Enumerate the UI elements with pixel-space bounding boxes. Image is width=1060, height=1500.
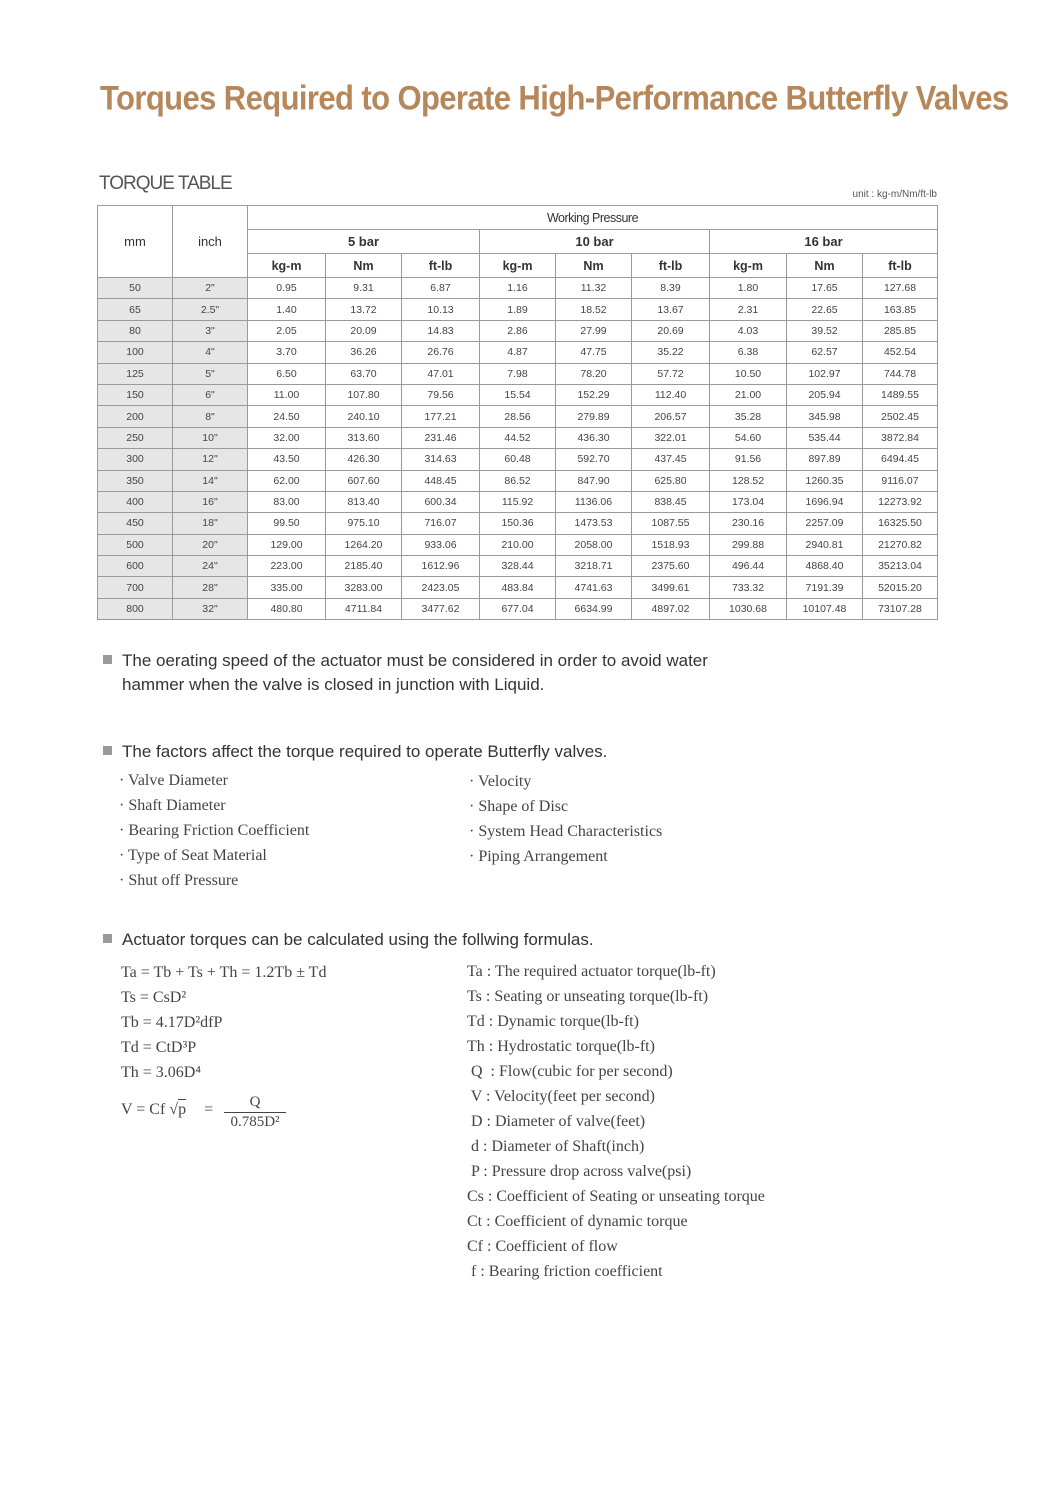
note-formulas <box>103 930 594 950</box>
cell-torque: 21270.82 <box>863 534 938 555</box>
cell-torque: 2502.45 <box>863 406 938 427</box>
cell-torque: 36.26 <box>326 342 402 363</box>
torque-table <box>97 205 938 620</box>
cell-torque: 13.67 <box>632 299 710 320</box>
cell-torque: 2185.40 <box>326 556 402 577</box>
cell-torque: 2257.09 <box>787 513 863 534</box>
table-row <box>98 513 938 534</box>
legend-item: Cs : Coefficient of Seating or unseating torque <box>467 1188 765 1205</box>
cell-torque: 9116.07 <box>863 470 938 491</box>
cell-torque: 205.94 <box>787 384 863 405</box>
cell-mm: 100 <box>98 342 173 363</box>
cell-torque: 2.31 <box>710 299 787 320</box>
cell-torque: 57.72 <box>632 363 710 384</box>
cell-torque: 1612.96 <box>402 556 480 577</box>
cell-inch: 2" <box>173 278 248 299</box>
cell-torque: 322.01 <box>632 427 710 448</box>
cell-mm: 400 <box>98 491 173 512</box>
cell-torque: 60.48 <box>480 449 556 470</box>
cell-torque: 3283.00 <box>326 577 402 598</box>
legend-item: V : Velocity(feet per second) <box>467 1088 655 1105</box>
note-line: The oerating speed of the actuator must be considered in order to avoid water <box>122 651 708 670</box>
cell-torque: 39.52 <box>787 320 863 341</box>
legend-item: Ct : Coefficient of dynamic torque <box>467 1213 688 1230</box>
cell-mm: 500 <box>98 534 173 555</box>
cell-torque: 4.03 <box>710 320 787 341</box>
cell-torque: 716.07 <box>402 513 480 534</box>
legend-item: Ta : The required actuator torque(lb-ft) <box>467 963 716 980</box>
cell-mm: 65 <box>98 299 173 320</box>
cell-torque: 35.22 <box>632 342 710 363</box>
cell-torque: 20.09 <box>326 320 402 341</box>
cell-torque: 345.98 <box>787 406 863 427</box>
table-row <box>98 384 938 405</box>
note-factors <box>103 742 607 762</box>
cell-torque: 9.31 <box>326 278 402 299</box>
cell-torque: 44.52 <box>480 427 556 448</box>
cell-torque: 20.69 <box>632 320 710 341</box>
factor-item: · Piping Arrangement <box>469 848 608 865</box>
legend-item: Ts : Seating or unseating torque(lb-ft) <box>467 988 709 1005</box>
cell-torque: 4897.02 <box>632 598 710 619</box>
page-title: Torques Required to Operate High-Performance Butterfly Valves <box>100 78 1009 118</box>
cell-mm: 200 <box>98 406 173 427</box>
cell-torque: 1087.55 <box>632 513 710 534</box>
factor-item: · Type of Seat Material <box>119 847 267 864</box>
cell-torque: 2940.81 <box>787 534 863 555</box>
factor-item: · Valve Diameter <box>119 772 228 789</box>
cell-torque: 47.01 <box>402 363 480 384</box>
cell-torque: 480.80 <box>248 598 326 619</box>
cell-torque: 24.50 <box>248 406 326 427</box>
header-inch: inch <box>173 206 248 278</box>
cell-inch: 18" <box>173 513 248 534</box>
table-row <box>98 556 938 577</box>
square-bullet-icon <box>103 655 112 664</box>
formula-line: Tb = 4.17D²dfP <box>121 1014 223 1031</box>
cell-torque: 79.56 <box>402 384 480 405</box>
header-unit: kg-m <box>710 254 787 278</box>
cell-torque: 35.28 <box>710 406 787 427</box>
table-row <box>98 470 938 491</box>
cell-torque: 21.00 <box>710 384 787 405</box>
cell-torque: 600.34 <box>402 491 480 512</box>
cell-torque: 6.38 <box>710 342 787 363</box>
cell-torque: 3477.62 <box>402 598 480 619</box>
cell-torque: 91.56 <box>710 449 787 470</box>
formula-line: Ts = CsD² <box>121 989 187 1006</box>
cell-torque: 1518.93 <box>632 534 710 555</box>
cell-torque: 1.89 <box>480 299 556 320</box>
cell-torque: 1.16 <box>480 278 556 299</box>
cell-torque: 62.00 <box>248 470 326 491</box>
cell-torque: 86.52 <box>480 470 556 491</box>
cell-torque: 10107.48 <box>787 598 863 619</box>
factor-item: · Bearing Friction Coefficient <box>119 822 310 839</box>
cell-torque: 592.70 <box>556 449 632 470</box>
cell-torque: 1.40 <box>248 299 326 320</box>
cell-mm: 300 <box>98 449 173 470</box>
cell-torque: 4741.63 <box>556 577 632 598</box>
legend-item: Q : Flow(cubic for per second) <box>467 1063 673 1080</box>
legend-item: Cf : Coefficient of flow <box>467 1238 618 1255</box>
cell-torque: 6.50 <box>248 363 326 384</box>
table-row <box>98 278 938 299</box>
cell-torque: 285.85 <box>863 320 938 341</box>
cell-torque: 2.86 <box>480 320 556 341</box>
square-bullet-icon <box>103 934 112 943</box>
header-pressure-16bar: 16 bar <box>710 230 938 254</box>
cell-torque: 152.29 <box>556 384 632 405</box>
cell-torque: 230.16 <box>710 513 787 534</box>
cell-inch: 5" <box>173 363 248 384</box>
cell-torque: 1260.35 <box>787 470 863 491</box>
table-row <box>98 598 938 619</box>
velocity-lhs: V = Cf <box>121 1101 166 1118</box>
cell-torque: 32.00 <box>248 427 326 448</box>
cell-torque: 52015.20 <box>863 577 938 598</box>
legend-item: d : Diameter of Shaft(inch) <box>467 1138 645 1155</box>
cell-torque: 4.87 <box>480 342 556 363</box>
cell-inch: 4" <box>173 342 248 363</box>
cell-torque: 1030.68 <box>710 598 787 619</box>
cell-torque: 2423.05 <box>402 577 480 598</box>
cell-torque: 54.60 <box>710 427 787 448</box>
cell-torque: 496.44 <box>710 556 787 577</box>
table-row <box>98 577 938 598</box>
header-unit: ft-lb <box>632 254 710 278</box>
cell-torque: 173.04 <box>710 491 787 512</box>
cell-torque: 4868.40 <box>787 556 863 577</box>
factor-item: · Velocity <box>469 773 532 790</box>
legend-item: Th : Hydrostatic torque(lb-ft) <box>467 1038 655 1055</box>
cell-torque: 733.32 <box>710 577 787 598</box>
cell-mm: 50 <box>98 278 173 299</box>
cell-torque: 328.44 <box>480 556 556 577</box>
cell-mm: 80 <box>98 320 173 341</box>
cell-torque: 1473.53 <box>556 513 632 534</box>
cell-torque: 28.56 <box>480 406 556 427</box>
cell-torque: 210.00 <box>480 534 556 555</box>
cell-mm: 450 <box>98 513 173 534</box>
header-unit: ft-lb <box>863 254 938 278</box>
cell-inch: 8" <box>173 406 248 427</box>
unit-note: unit : kg-m/Nm/ft-lb <box>852 189 937 200</box>
cell-torque: 26.76 <box>402 342 480 363</box>
cell-torque: 112.40 <box>632 384 710 405</box>
cell-torque: 22.65 <box>787 299 863 320</box>
cell-torque: 11.00 <box>248 384 326 405</box>
cell-torque: 7191.39 <box>787 577 863 598</box>
cell-torque: 4711.84 <box>326 598 402 619</box>
cell-torque: 1.80 <box>710 278 787 299</box>
torque-table-heading: TORQUE TABLE <box>99 173 232 194</box>
table-row <box>98 299 938 320</box>
cell-torque: 7.98 <box>480 363 556 384</box>
cell-torque: 625.80 <box>632 470 710 491</box>
cell-torque: 897.89 <box>787 449 863 470</box>
velocity-numerator: Q <box>224 1094 286 1113</box>
cell-torque: 150.36 <box>480 513 556 534</box>
cell-torque: 240.10 <box>326 406 402 427</box>
cell-torque: 102.97 <box>787 363 863 384</box>
cell-torque: 78.20 <box>556 363 632 384</box>
factor-item: · Shut off Pressure <box>119 872 239 889</box>
cell-torque: 483.84 <box>480 577 556 598</box>
header-pressure-5bar: 5 bar <box>248 230 480 254</box>
header-unit: Nm <box>556 254 632 278</box>
cell-torque: 535.44 <box>787 427 863 448</box>
legend-item: f : Bearing friction coefficient <box>467 1263 663 1280</box>
cell-torque: 128.52 <box>710 470 787 491</box>
cell-torque: 18.52 <box>556 299 632 320</box>
cell-torque: 231.46 <box>402 427 480 448</box>
formula-line: Td = CtD³P <box>121 1039 197 1056</box>
cell-mm: 125 <box>98 363 173 384</box>
cell-torque: 2375.60 <box>632 556 710 577</box>
cell-torque: 3.70 <box>248 342 326 363</box>
cell-torque: 838.45 <box>632 491 710 512</box>
cell-torque: 12273.92 <box>863 491 938 512</box>
cell-torque: 107.80 <box>326 384 402 405</box>
velocity-denominator: 0.785D² <box>230 1114 280 1130</box>
cell-torque: 129.00 <box>248 534 326 555</box>
cell-torque: 43.50 <box>248 449 326 470</box>
cell-torque: 35213.04 <box>863 556 938 577</box>
cell-torque: 279.89 <box>556 406 632 427</box>
cell-torque: 6494.45 <box>863 449 938 470</box>
cell-torque: 115.92 <box>480 491 556 512</box>
header-mm: mm <box>98 206 173 278</box>
cell-torque: 223.00 <box>248 556 326 577</box>
table-row <box>98 491 938 512</box>
cell-mm: 600 <box>98 556 173 577</box>
torque-table-body <box>98 278 938 620</box>
cell-torque: 10.50 <box>710 363 787 384</box>
header-pressure-10bar: 10 bar <box>480 230 710 254</box>
cell-mm: 700 <box>98 577 173 598</box>
cell-inch: 24" <box>173 556 248 577</box>
cell-torque: 452.54 <box>863 342 938 363</box>
cell-torque: 177.21 <box>402 406 480 427</box>
cell-torque: 10.13 <box>402 299 480 320</box>
cell-torque: 1264.20 <box>326 534 402 555</box>
cell-inch: 28" <box>173 577 248 598</box>
cell-inch: 3" <box>173 320 248 341</box>
cell-mm: 800 <box>98 598 173 619</box>
cell-torque: 1696.94 <box>787 491 863 512</box>
header-unit: kg-m <box>248 254 326 278</box>
cell-torque: 313.60 <box>326 427 402 448</box>
cell-torque: 127.68 <box>863 278 938 299</box>
note-line: hammer when the valve is closed in junction with Liquid. <box>122 675 545 694</box>
cell-inch: 2.5" <box>173 299 248 320</box>
cell-mm: 250 <box>98 427 173 448</box>
cell-torque: 975.10 <box>326 513 402 534</box>
cell-torque: 63.70 <box>326 363 402 384</box>
cell-inch: 10" <box>173 427 248 448</box>
cell-torque: 1136.06 <box>556 491 632 512</box>
cell-torque: 933.06 <box>402 534 480 555</box>
cell-torque: 1489.55 <box>863 384 938 405</box>
cell-torque: 0.95 <box>248 278 326 299</box>
cell-torque: 3872.84 <box>863 427 938 448</box>
cell-inch: 16" <box>173 491 248 512</box>
table-row <box>98 449 938 470</box>
note-operating-speed <box>103 651 708 695</box>
cell-torque: 163.85 <box>863 299 938 320</box>
legend-item: P : Pressure drop across valve(psi) <box>467 1163 692 1180</box>
cell-torque: 206.57 <box>632 406 710 427</box>
cell-torque: 11.32 <box>556 278 632 299</box>
table-row <box>98 427 938 448</box>
cell-torque: 16325.50 <box>863 513 938 534</box>
formula-line: Ta = Tb + Ts + Th = 1.2Tb ± Td <box>121 964 327 981</box>
cell-mm: 150 <box>98 384 173 405</box>
note-line: Actuator torques can be calculated using the follwing formulas. <box>122 930 594 949</box>
cell-torque: 83.00 <box>248 491 326 512</box>
cell-torque: 73107.28 <box>863 598 938 619</box>
cell-torque: 426.30 <box>326 449 402 470</box>
velocity-fraction <box>224 1094 286 1131</box>
table-row <box>98 320 938 341</box>
header-unit: ft-lb <box>402 254 480 278</box>
table-row <box>98 342 938 363</box>
factor-item: · Shaft Diameter <box>119 797 226 814</box>
velocity-root: p <box>178 1101 187 1118</box>
cell-inch: 32" <box>173 598 248 619</box>
legend-item: Td : Dynamic torque(lb-ft) <box>467 1013 639 1030</box>
cell-torque: 2058.00 <box>556 534 632 555</box>
header-unit: Nm <box>326 254 402 278</box>
cell-torque: 47.75 <box>556 342 632 363</box>
cell-torque: 13.72 <box>326 299 402 320</box>
cell-torque: 2.05 <box>248 320 326 341</box>
cell-torque: 8.39 <box>632 278 710 299</box>
header-unit: kg-m <box>480 254 556 278</box>
table-row <box>98 406 938 427</box>
cell-inch: 20" <box>173 534 248 555</box>
velocity-formula <box>121 1101 213 1119</box>
cell-torque: 437.45 <box>632 449 710 470</box>
cell-torque: 744.78 <box>863 363 938 384</box>
cell-torque: 813.40 <box>326 491 402 512</box>
cell-torque: 299.88 <box>710 534 787 555</box>
note-line: The factors affect the torque required to operate Butterfly valves. <box>122 742 608 761</box>
cell-mm: 350 <box>98 470 173 491</box>
cell-torque: 6.87 <box>402 278 480 299</box>
cell-torque: 607.60 <box>326 470 402 491</box>
factor-item: · Shape of Disc <box>469 798 569 815</box>
header-working-pressure: Working Pressure <box>248 206 938 230</box>
cell-torque: 314.63 <box>402 449 480 470</box>
cell-torque: 14.83 <box>402 320 480 341</box>
legend-item: D : Diameter of valve(feet) <box>467 1113 646 1130</box>
cell-inch: 12" <box>173 449 248 470</box>
cell-torque: 15.54 <box>480 384 556 405</box>
cell-torque: 847.90 <box>556 470 632 491</box>
cell-torque: 677.04 <box>480 598 556 619</box>
square-bullet-icon <box>103 746 112 755</box>
cell-torque: 17.65 <box>787 278 863 299</box>
cell-torque: 3499.61 <box>632 577 710 598</box>
sqrt-icon: √ <box>169 1101 179 1118</box>
cell-torque: 335.00 <box>248 577 326 598</box>
cell-torque: 27.99 <box>556 320 632 341</box>
cell-torque: 62.57 <box>787 342 863 363</box>
formula-line: Th = 3.06D⁴ <box>121 1064 201 1081</box>
table-row <box>98 363 938 384</box>
cell-torque: 3218.71 <box>556 556 632 577</box>
cell-torque: 436.30 <box>556 427 632 448</box>
factor-item: · System Head Characteristics <box>469 823 663 840</box>
cell-torque: 99.50 <box>248 513 326 534</box>
velocity-equals: = <box>204 1101 214 1118</box>
cell-inch: 6" <box>173 384 248 405</box>
cell-torque: 6634.99 <box>556 598 632 619</box>
table-row <box>98 534 938 555</box>
cell-torque: 448.45 <box>402 470 480 491</box>
header-unit: Nm <box>787 254 863 278</box>
cell-inch: 14" <box>173 470 248 491</box>
